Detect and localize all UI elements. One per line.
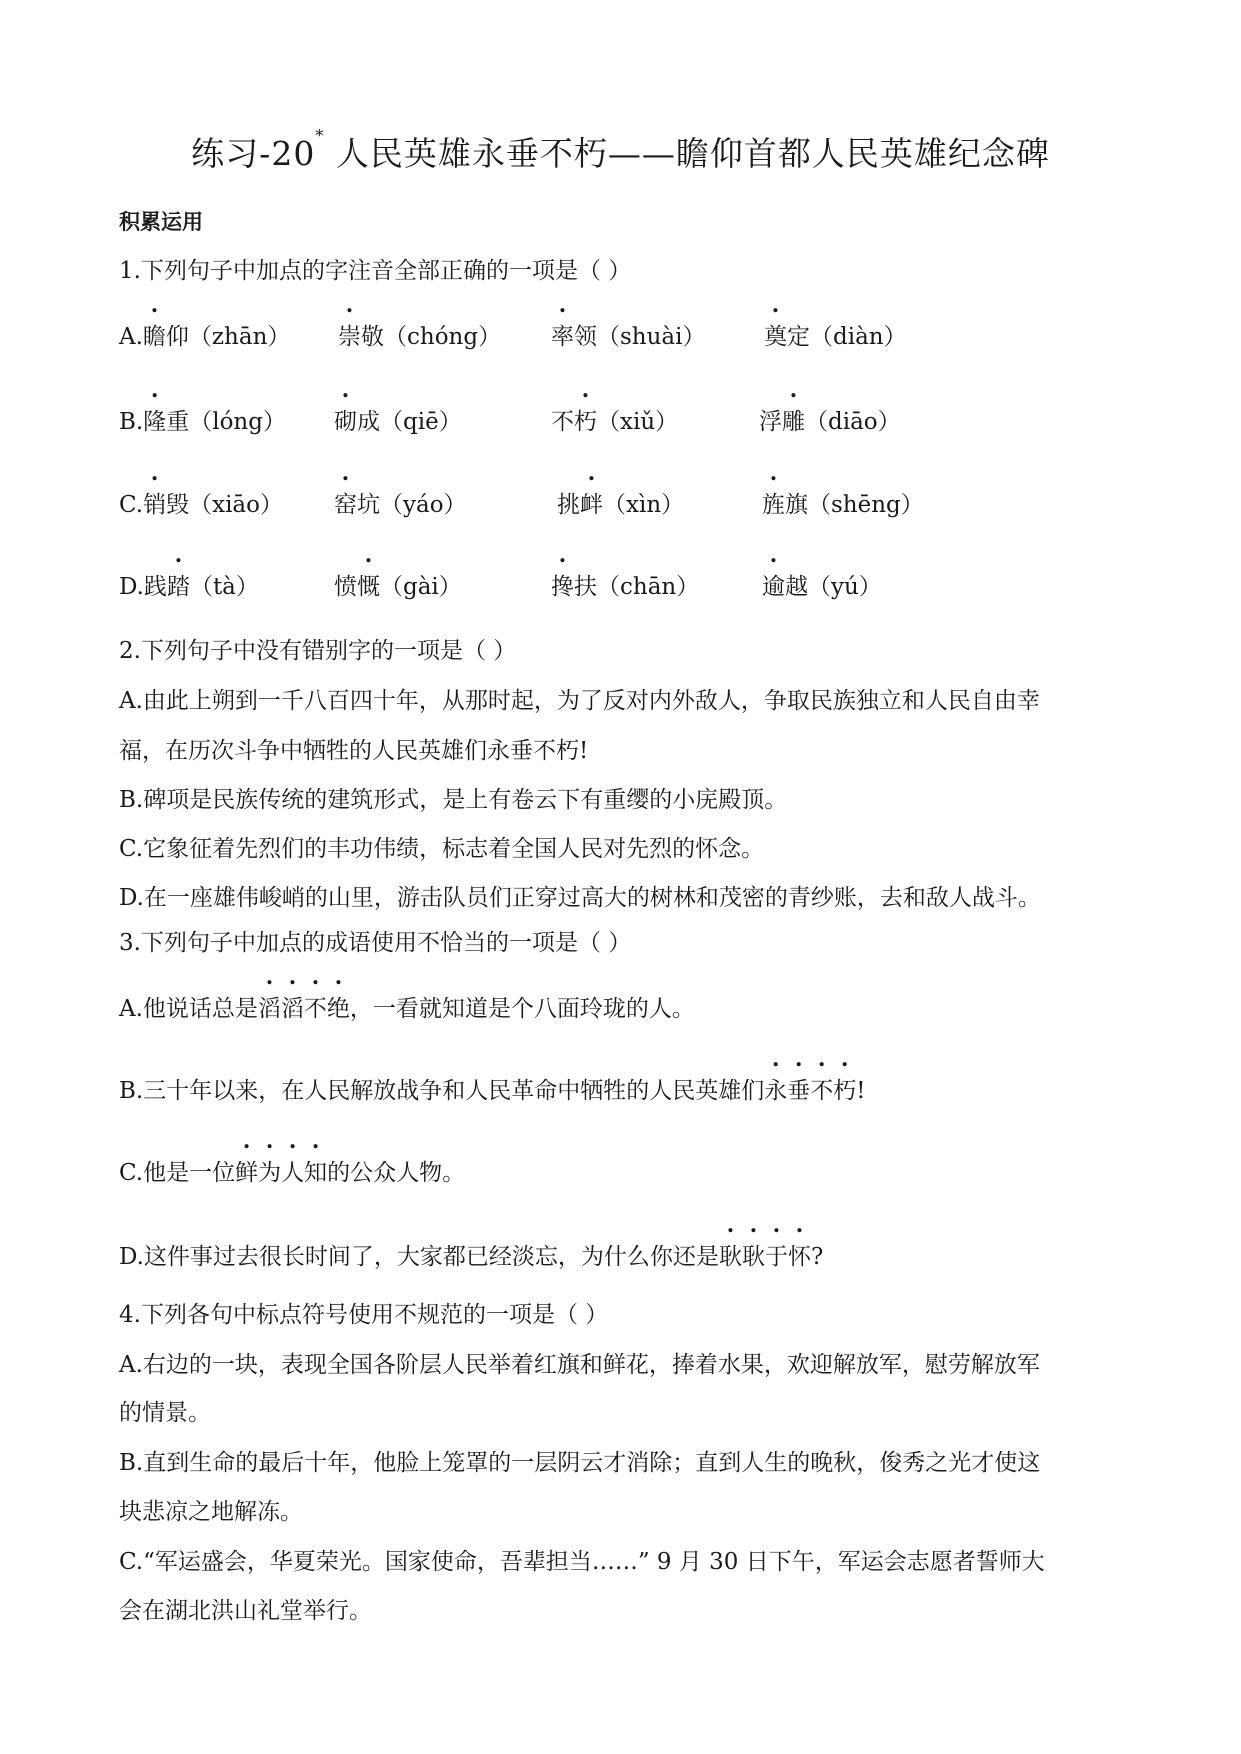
q1-option-a-3: 率领（shuài） — [551, 324, 706, 350]
title-rest: 人民英雄永垂不朽——瞻仰首都人民英雄纪念碑 — [335, 134, 1050, 173]
q2-option-a-line2: 福，在历次斗争中牺牲的人民英雄们永垂不朽! — [119, 738, 589, 764]
q4-option-b-line2: 块悲凉之地解冻。 — [119, 1499, 303, 1525]
title-asterisk: * — [315, 126, 325, 145]
title-main: 练习-20 — [191, 134, 316, 173]
q3-stem: 3.下列句子中加点的成语使用不恰当的一项是（ ） — [119, 930, 632, 956]
q1-option-b-3: 不朽（xiǔ） — [551, 409, 679, 435]
q1-option-d-2: 愤慨（gài） — [334, 574, 462, 600]
page-title — [0, 128, 1241, 175]
q4-option-a-line1: A.右边的一块，表现全国各阶层人民举着红旗和鲜花，捧着水果，欢迎解放军，慰劳解放军 — [119, 1352, 1040, 1378]
q4-option-a-line2: 的情景。 — [119, 1400, 211, 1426]
q1-option-d-1: D.践踏（tà） — [119, 574, 259, 600]
q1-option-b-1: B.隆重（lóng） — [119, 409, 286, 435]
q1-option-a-4: 奠定（diàn） — [764, 324, 907, 350]
q1-option-a-2: 崇敬（chóng） — [338, 324, 502, 350]
q3-option-d: D.这件事过去很长时间了，大家都已经淡忘，为什么你还是耿耿于怀? — [119, 1244, 824, 1270]
q1-option-c-1: C.销毁（xiāo） — [119, 492, 283, 518]
q1-option-d-4: 逾越（yú） — [762, 574, 882, 600]
q3-option-a: A.他说话总是滔滔不绝，一看就知道是个八面玲珑的人。 — [119, 996, 695, 1022]
q4-option-c-line2: 会在湖北洪山礼堂举行。 — [119, 1598, 372, 1624]
q1-stem: 1.下列句子中加点的字注音全部正确的一项是（ ） — [119, 258, 632, 284]
q2-option-d: D.在一座雄伟峻峭的山里，游击队员们正穿过高大的树林和茂密的青纱账，去和敌人战斗。 — [119, 885, 1041, 911]
q1-option-c-3: 挑衅（xìn） — [557, 492, 685, 518]
q1-option-b-4: 浮雕（diāo） — [759, 409, 901, 435]
q1-option-c-4: 旌旗（shēng） — [762, 492, 924, 518]
q3-option-c: C.他是一位鲜为人知的公众人物。 — [119, 1160, 466, 1186]
q4-stem: 4.下列各句中标点符号使用不规范的一项是（ ） — [119, 1302, 609, 1328]
q1-option-d-3: 搀扶（chān） — [551, 574, 700, 600]
q1-option-b-2: 砌成（qiē） — [334, 409, 462, 435]
section-heading: 积累运用 — [119, 210, 203, 234]
q2-option-b: B.碑项是民族传统的建筑形式，是上有卷云下有重缨的小庑殿顶。 — [119, 787, 788, 813]
q4-option-c-line1: C.“军运盛会，华夏荣光。国家使命，吾辈担当……” 9 月 30 日下午，军运会志愿者誓师大 — [119, 1549, 1045, 1575]
q2-option-c: C.它象征着先烈们的丰功伟绩，标志着全国人民对先烈的怀念。 — [119, 836, 765, 862]
q3-option-b: B.三十年以来，在人民解放战争和人民革命中牺牲的人民英雄们永垂不朽! — [119, 1078, 866, 1104]
q1-option-a-1: A.瞻仰（zhān） — [119, 324, 291, 350]
q4-option-b-line1: B.直到生命的最后十年，他脸上笼罩的一层阴云才消除；直到人生的晚秋，俊秀之光才使这 — [119, 1450, 1041, 1476]
q2-option-a-line1: A.由此上朔到一千八百四十年，从那时起，为了反对内外敌人，争取民族独立和人民自由幸 — [119, 688, 1040, 714]
q1-option-c-2: 窑坑（yáo） — [334, 492, 467, 518]
q2-stem: 2.下列句子中没有错别字的一项是（ ） — [119, 638, 517, 664]
